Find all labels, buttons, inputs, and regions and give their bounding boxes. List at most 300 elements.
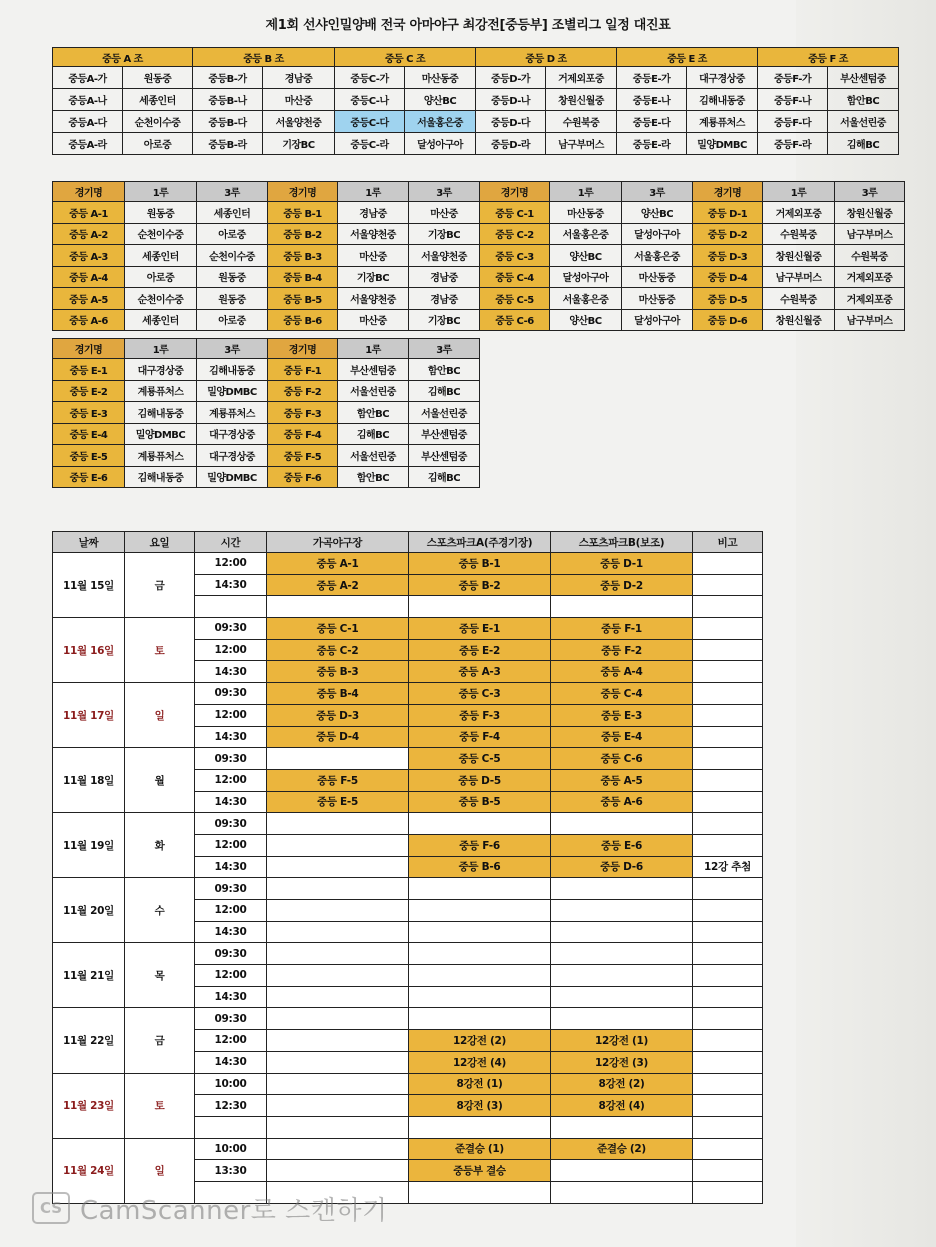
match-header: 3루	[835, 182, 905, 202]
gagok-field-game	[267, 1095, 409, 1117]
third-base-team: 기장BC	[409, 309, 480, 331]
gagok-field-game	[267, 1116, 409, 1138]
match-id: 중등 E-1	[53, 359, 125, 381]
gagok-field-game: 중등 B-3	[267, 661, 409, 683]
match-header: 1루	[125, 339, 197, 359]
match-row	[53, 445, 480, 467]
schedule-note	[693, 1160, 763, 1182]
match-row	[53, 202, 905, 224]
third-base-team: 서울양천중	[409, 245, 480, 267]
schedule-note	[693, 943, 763, 965]
group-slot: 중등D-다	[476, 111, 546, 133]
gagok-field-game: 중등 A-1	[267, 553, 409, 575]
gagok-field-game	[267, 748, 409, 770]
sportspark-a-game: 중등 F-4	[409, 726, 551, 748]
schedule-date: 11월 19일	[53, 813, 125, 878]
group-slot: 중등A-나	[53, 89, 123, 111]
schedule-note	[693, 596, 763, 618]
schedule-row	[53, 618, 763, 640]
team-name: 기장BC	[263, 133, 335, 155]
sportspark-b-game: 중등 E-4	[551, 726, 693, 748]
gagok-field-game: 중등 E-5	[267, 791, 409, 813]
schedule-note	[693, 921, 763, 943]
first-base-team: 마산중	[338, 245, 409, 267]
third-base-team: 원동중	[197, 266, 268, 288]
match-header-row	[53, 339, 480, 359]
sportspark-b-game: 중등 C-4	[551, 683, 693, 705]
match-header: 3루	[409, 339, 480, 359]
schedule-time: 14:30	[195, 986, 267, 1008]
schedule-note	[693, 726, 763, 748]
group-slot: 중등B-가	[193, 67, 263, 89]
gagok-field-game	[267, 921, 409, 943]
schedule-note	[693, 1095, 763, 1117]
group-slot: 중등F-나	[758, 89, 828, 111]
gagok-field-game	[267, 1030, 409, 1052]
match-id: 중등 C-2	[480, 223, 550, 245]
schedule-row	[53, 943, 763, 965]
gagok-field-game	[267, 965, 409, 987]
schedule-time: 14:30	[195, 726, 267, 748]
match-id: 중등 A-5	[53, 288, 125, 310]
gagok-field-game	[267, 813, 409, 835]
schedule-date: 11월 23일	[53, 1073, 125, 1138]
third-base-team: 양산BC	[622, 202, 693, 224]
third-base-team: 남구부머스	[835, 309, 905, 331]
gagok-field-game: 중등 F-5	[267, 769, 409, 791]
gagok-field-game: 중등 A-2	[267, 574, 409, 596]
third-base-team: 창원신월중	[835, 202, 905, 224]
group-row	[53, 111, 899, 133]
sportspark-b-game: 중등 D-1	[551, 553, 693, 575]
sportspark-b-game: 중등 D-2	[551, 574, 693, 596]
first-base-team: 창원신월중	[763, 245, 835, 267]
group-slot: 중등F-가	[758, 67, 828, 89]
first-base-team: 수원북중	[763, 288, 835, 310]
match-id: 중등 B-3	[268, 245, 338, 267]
third-base-team: 대구경상중	[197, 445, 268, 467]
third-base-team: 수원북중	[835, 245, 905, 267]
schedule-note	[693, 661, 763, 683]
sportspark-b-game	[551, 1181, 693, 1203]
group-assignment-table	[52, 47, 899, 155]
camscanner-watermark	[32, 1187, 452, 1227]
group-slot: 중등F-다	[758, 111, 828, 133]
third-base-team: 함안BC	[409, 359, 480, 381]
sportspark-b-game: 12강전 (3)	[551, 1051, 693, 1073]
sportspark-b-game: 8강전 (4)	[551, 1095, 693, 1117]
match-id: 중등 E-4	[53, 423, 125, 445]
third-base-team: 마산중	[409, 202, 480, 224]
third-base-team: 거제외포중	[835, 266, 905, 288]
schedule-header: 요일	[125, 532, 195, 553]
match-id: 중등 C-1	[480, 202, 550, 224]
team-name: 양산BC	[405, 89, 476, 111]
gagok-field-game	[267, 1073, 409, 1095]
third-base-team: 아로중	[197, 223, 268, 245]
first-base-team: 양산BC	[550, 245, 622, 267]
schedule-time: 09:30	[195, 813, 267, 835]
schedule-time: 09:30	[195, 618, 267, 640]
sportspark-a-game	[409, 965, 551, 987]
sportspark-a-game	[409, 596, 551, 618]
gagok-field-game: 중등 D-4	[267, 726, 409, 748]
gagok-field-game	[267, 856, 409, 878]
group-slot: 중등E-다	[617, 111, 687, 133]
match-id: 중등 E-3	[53, 402, 125, 424]
sportspark-b-game: 준결승 (2)	[551, 1138, 693, 1160]
first-base-team: 양산BC	[550, 309, 622, 331]
schedule-note	[693, 639, 763, 661]
watermark-text: CamScanner로 스캔하기	[80, 1196, 388, 1226]
first-base-team: 거제외포중	[763, 202, 835, 224]
schedule-time: 09:30	[195, 1008, 267, 1030]
sportspark-b-game: 중등 C-6	[551, 748, 693, 770]
team-name: 김해내동중	[687, 89, 758, 111]
third-base-team: 기장BC	[409, 223, 480, 245]
first-base-team: 함안BC	[338, 402, 409, 424]
sportspark-a-game	[409, 878, 551, 900]
third-base-team: 서울홍은중	[622, 245, 693, 267]
schedule-time: 12:00	[195, 834, 267, 856]
sportspark-a-game: 중등 F-3	[409, 704, 551, 726]
match-header: 경기명	[268, 182, 338, 202]
schedule-note	[693, 813, 763, 835]
sportspark-a-game: 12강전 (2)	[409, 1030, 551, 1052]
team-name: 부산센텀중	[828, 67, 899, 89]
match-id: 중등 B-4	[268, 266, 338, 288]
first-base-team: 원동중	[125, 202, 197, 224]
schedule-time: 09:30	[195, 748, 267, 770]
third-base-team: 계룡퓨처스	[197, 402, 268, 424]
match-id: 중등 C-6	[480, 309, 550, 331]
third-base-team: 김해내동중	[197, 359, 268, 381]
third-base-team: 서울선린중	[409, 402, 480, 424]
match-id: 중등 F-1	[268, 359, 338, 381]
match-header: 경기명	[268, 339, 338, 359]
schedule-time	[195, 596, 267, 618]
schedule-note: 12강 추첨	[693, 856, 763, 878]
sportspark-b-game: 12강전 (1)	[551, 1030, 693, 1052]
match-header: 1루	[550, 182, 622, 202]
camscanner-logo-icon: CS	[32, 1192, 70, 1224]
team-name: 남구부머스	[546, 133, 617, 155]
schedule-date: 11월 22일	[53, 1008, 125, 1073]
group-header: 중등 E 조	[617, 48, 758, 67]
schedule-weekday: 일	[125, 1138, 195, 1203]
third-base-team: 대구경상중	[197, 423, 268, 445]
sportspark-a-game: 중등 B-2	[409, 574, 551, 596]
group-match-table-e-f	[52, 338, 480, 488]
sportspark-b-game: 중등 D-6	[551, 856, 693, 878]
group-slot: 중등B-다	[193, 111, 263, 133]
sportspark-a-game: 중등 D-5	[409, 769, 551, 791]
group-slot: 중등A-다	[53, 111, 123, 133]
third-base-team: 거제외포중	[835, 288, 905, 310]
schedule-date: 11월 18일	[53, 748, 125, 813]
first-base-team: 수원북중	[763, 223, 835, 245]
schedule-note	[693, 1073, 763, 1095]
match-id: 중등 A-2	[53, 223, 125, 245]
schedule-note	[693, 791, 763, 813]
sportspark-a-game: 중등 B-5	[409, 791, 551, 813]
first-base-team: 남구부머스	[763, 266, 835, 288]
first-base-team: 서울양천중	[338, 288, 409, 310]
first-base-team: 경남중	[338, 202, 409, 224]
first-base-team: 창원신월중	[763, 309, 835, 331]
group-slot: 중등C-나	[335, 89, 405, 111]
schedule-note	[693, 1008, 763, 1030]
schedule-weekday: 화	[125, 813, 195, 878]
group-slot: 중등D-가	[476, 67, 546, 89]
team-name: 계룡퓨처스	[687, 111, 758, 133]
schedule-header: 가곡야구장	[267, 532, 409, 553]
team-name: 수원북중	[546, 111, 617, 133]
first-base-team: 기장BC	[338, 266, 409, 288]
third-base-team: 달성아구아	[622, 223, 693, 245]
sportspark-a-game: 중등부 결승	[409, 1160, 551, 1182]
schedule-time: 09:30	[195, 943, 267, 965]
group-slot: 중등A-라	[53, 133, 123, 155]
match-id: 중등 E-6	[53, 466, 125, 488]
third-base-team: 원동중	[197, 288, 268, 310]
gagok-field-game	[267, 1008, 409, 1030]
match-id: 중등 F-5	[268, 445, 338, 467]
schedule-row	[53, 748, 763, 770]
match-id: 중등 A-4	[53, 266, 125, 288]
schedule-weekday: 월	[125, 748, 195, 813]
third-base-team: 마산동중	[622, 266, 693, 288]
team-name: 서울양천중	[263, 111, 335, 133]
gagok-field-game	[267, 1138, 409, 1160]
team-name: 세종인터	[123, 89, 193, 111]
schedule-header: 스포츠파크A(주경기장)	[409, 532, 551, 553]
sportspark-a-game: 중등 B-6	[409, 856, 551, 878]
schedule-weekday: 일	[125, 683, 195, 748]
team-name: 창원신월중	[546, 89, 617, 111]
first-base-team: 서울선린중	[338, 380, 409, 402]
first-base-team: 아로중	[125, 266, 197, 288]
group-slot: 중등D-나	[476, 89, 546, 111]
first-base-team: 계룡퓨처스	[125, 380, 197, 402]
schedule-note	[693, 683, 763, 705]
schedule-note	[693, 574, 763, 596]
match-header: 1루	[763, 182, 835, 202]
first-base-team: 서울홍은중	[550, 223, 622, 245]
schedule-time: 12:00	[195, 553, 267, 575]
group-header-row	[53, 48, 899, 67]
match-id: 중등 B-5	[268, 288, 338, 310]
sportspark-a-game	[409, 1116, 551, 1138]
sportspark-b-game: 중등 E-3	[551, 704, 693, 726]
page-title: 제1회 선샤인밀양배 전국 아마야구 최강전[중등부] 조별리그 일정 대진표	[265, 18, 671, 33]
match-id: 중등 F-2	[268, 380, 338, 402]
match-header: 경기명	[480, 182, 550, 202]
first-base-team: 순천이수중	[125, 223, 197, 245]
sportspark-a-game	[409, 1008, 551, 1030]
first-base-team: 김해BC	[338, 423, 409, 445]
group-slot: 중등E-나	[617, 89, 687, 111]
third-base-team: 밀양DMBC	[197, 466, 268, 488]
match-row	[53, 245, 905, 267]
schedule-row	[53, 1073, 763, 1095]
sportspark-a-game: 중등 F-6	[409, 834, 551, 856]
schedule-note	[693, 1138, 763, 1160]
match-header: 1루	[338, 182, 409, 202]
team-name: 순천이수중	[123, 111, 193, 133]
schedule-date: 11월 17일	[53, 683, 125, 748]
team-name: 대구경상중	[687, 67, 758, 89]
schedule-table	[52, 531, 763, 1204]
schedule-note	[693, 878, 763, 900]
group-slot: 중등D-라	[476, 133, 546, 155]
sportspark-b-game	[551, 1008, 693, 1030]
schedule-note	[693, 618, 763, 640]
team-name: 서울홍은중	[405, 111, 476, 133]
sportspark-a-game	[409, 900, 551, 922]
sportspark-a-game: 중등 E-1	[409, 618, 551, 640]
third-base-team: 밀양DMBC	[197, 380, 268, 402]
schedule-note	[693, 1116, 763, 1138]
first-base-team: 순천이수중	[125, 288, 197, 310]
schedule-note	[693, 834, 763, 856]
third-base-team: 경남중	[409, 288, 480, 310]
match-id: 중등 C-5	[480, 288, 550, 310]
match-header: 경기명	[53, 339, 125, 359]
sportspark-a-game	[409, 943, 551, 965]
match-id: 중등 F-4	[268, 423, 338, 445]
schedule-weekday: 토	[125, 1073, 195, 1138]
schedule-date: 11월 16일	[53, 618, 125, 683]
match-id: 중등 D-5	[693, 288, 763, 310]
match-header: 3루	[622, 182, 693, 202]
third-base-team: 남구부머스	[835, 223, 905, 245]
schedule-time: 14:30	[195, 921, 267, 943]
schedule-note	[693, 748, 763, 770]
first-base-team: 달성아구아	[550, 266, 622, 288]
schedule-date: 11월 24일	[53, 1138, 125, 1203]
sportspark-b-game	[551, 900, 693, 922]
schedule-time: 10:00	[195, 1073, 267, 1095]
sportspark-a-game	[409, 986, 551, 1008]
schedule-time	[195, 1116, 267, 1138]
sportspark-b-game: 8강전 (2)	[551, 1073, 693, 1095]
third-base-team: 부산센텀중	[409, 445, 480, 467]
match-id: 중등 A-6	[53, 309, 125, 331]
team-name: 달성아구아	[405, 133, 476, 155]
match-id: 중등 A-3	[53, 245, 125, 267]
schedule-time: 12:00	[195, 965, 267, 987]
group-slot: 중등E-라	[617, 133, 687, 155]
sportspark-b-game	[551, 986, 693, 1008]
third-base-team: 김해BC	[409, 466, 480, 488]
schedule-time: 10:00	[195, 1138, 267, 1160]
first-base-team: 계룡퓨처스	[125, 445, 197, 467]
schedule-date: 11월 20일	[53, 878, 125, 943]
third-base-team: 부산센텀중	[409, 423, 480, 445]
match-header: 3루	[197, 339, 268, 359]
gagok-field-game	[267, 943, 409, 965]
match-row	[53, 309, 905, 331]
first-base-team: 함안BC	[338, 466, 409, 488]
schedule-time: 14:30	[195, 1051, 267, 1073]
group-slot: 중등B-나	[193, 89, 263, 111]
sportspark-b-game: 중등 E-6	[551, 834, 693, 856]
schedule-time: 09:30	[195, 878, 267, 900]
schedule-time: 14:30	[195, 574, 267, 596]
gagok-field-game	[267, 596, 409, 618]
match-header: 1루	[338, 339, 409, 359]
sportspark-b-game	[551, 878, 693, 900]
sportspark-a-game: 중등 C-3	[409, 683, 551, 705]
gagok-field-game	[267, 834, 409, 856]
first-base-team: 마산동중	[550, 202, 622, 224]
gagok-field-game	[267, 900, 409, 922]
sportspark-a-game: 12강전 (4)	[409, 1051, 551, 1073]
schedule-time: 09:30	[195, 683, 267, 705]
schedule-note	[693, 1051, 763, 1073]
team-name: 마산동중	[405, 67, 476, 89]
first-base-team: 서울홍은중	[550, 288, 622, 310]
first-base-team: 세종인터	[125, 245, 197, 267]
team-name: 아로중	[123, 133, 193, 155]
schedule-time: 13:30	[195, 1160, 267, 1182]
sportspark-b-game: 중등 F-2	[551, 639, 693, 661]
team-name: 거제외포중	[546, 67, 617, 89]
group-match-table-a-d	[52, 181, 905, 331]
match-id: 중등 A-1	[53, 202, 125, 224]
schedule-date: 11월 15일	[53, 553, 125, 618]
schedule-weekday: 금	[125, 553, 195, 618]
gagok-field-game: 중등 D-3	[267, 704, 409, 726]
sportspark-b-game: 중등 A-6	[551, 791, 693, 813]
first-base-team: 김해내동중	[125, 466, 197, 488]
group-slot: 중등C-다	[335, 111, 405, 133]
match-header: 3루	[197, 182, 268, 202]
third-base-team: 달성아구아	[622, 309, 693, 331]
schedule-row	[53, 878, 763, 900]
schedule-row	[53, 1138, 763, 1160]
first-base-team: 서울양천중	[338, 223, 409, 245]
schedule-note	[693, 1181, 763, 1203]
third-base-team: 순천이수중	[197, 245, 268, 267]
sportspark-a-game	[409, 813, 551, 835]
team-name: 김해BC	[828, 133, 899, 155]
match-row	[53, 380, 480, 402]
team-name: 함안BC	[828, 89, 899, 111]
schedule-time: 12:00	[195, 769, 267, 791]
gagok-field-game: 중등 C-1	[267, 618, 409, 640]
sportspark-b-game: 중등 A-4	[551, 661, 693, 683]
schedule-date: 11월 21일	[53, 943, 125, 1008]
team-name: 마산중	[263, 89, 335, 111]
schedule-time: 12:00	[195, 900, 267, 922]
group-slot: 중등B-라	[193, 133, 263, 155]
gagok-field-game: 중등 C-2	[267, 639, 409, 661]
gagok-field-game: 중등 B-4	[267, 683, 409, 705]
schedule-note	[693, 900, 763, 922]
third-base-team: 아로중	[197, 309, 268, 331]
schedule-header: 비고	[693, 532, 763, 553]
schedule-header: 스포츠파크B(보조)	[551, 532, 693, 553]
schedule-time: 12:00	[195, 1030, 267, 1052]
gagok-field-game	[267, 986, 409, 1008]
sportspark-b-game	[551, 921, 693, 943]
group-slot: 중등E-가	[617, 67, 687, 89]
team-name: 서울선린중	[828, 111, 899, 133]
match-id: 중등 C-4	[480, 266, 550, 288]
match-id: 중등 B-2	[268, 223, 338, 245]
